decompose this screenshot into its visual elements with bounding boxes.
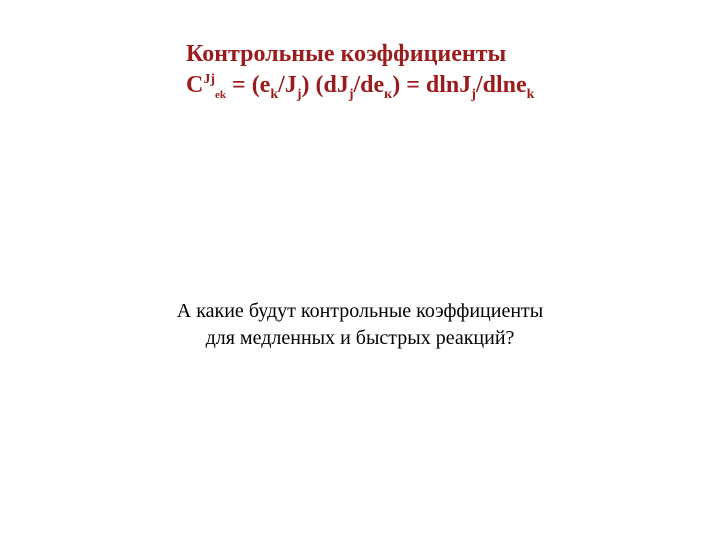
question-text xyxy=(0,298,720,352)
slide-title: Контрольные коэффициенты xyxy=(186,41,507,67)
formula-c-subscript: ek xyxy=(215,89,227,101)
formula-sub-k2: к xyxy=(384,87,393,102)
formula-part-slash-j: /J xyxy=(278,72,297,98)
formula-sub-k3: k xyxy=(526,87,535,102)
formula-sub-j1: j xyxy=(296,87,302,102)
formula-part-j: J xyxy=(459,72,472,98)
formula-part-djj: ) (dJ xyxy=(301,72,349,98)
control-coefficient-formula xyxy=(186,70,534,100)
question-line-2: для медленных и быстрых реакций? xyxy=(205,327,515,349)
formula-sub-j3: j xyxy=(471,87,476,102)
formula-sub-k1: k xyxy=(270,87,279,102)
formula-part-eq1: = (e xyxy=(226,72,271,98)
formula-part-slash-dlne: /dlne xyxy=(475,72,527,98)
formula-part-slash-de: /de xyxy=(353,72,385,98)
formula-c-superscript: Jj xyxy=(203,72,216,87)
question-line-1: А какие будут контрольные коэффициенты xyxy=(176,300,544,322)
formula-c: C xyxy=(186,72,204,98)
formula-sub-j2: j xyxy=(348,87,354,102)
formula-part-eq2: ) = dln xyxy=(392,72,460,98)
